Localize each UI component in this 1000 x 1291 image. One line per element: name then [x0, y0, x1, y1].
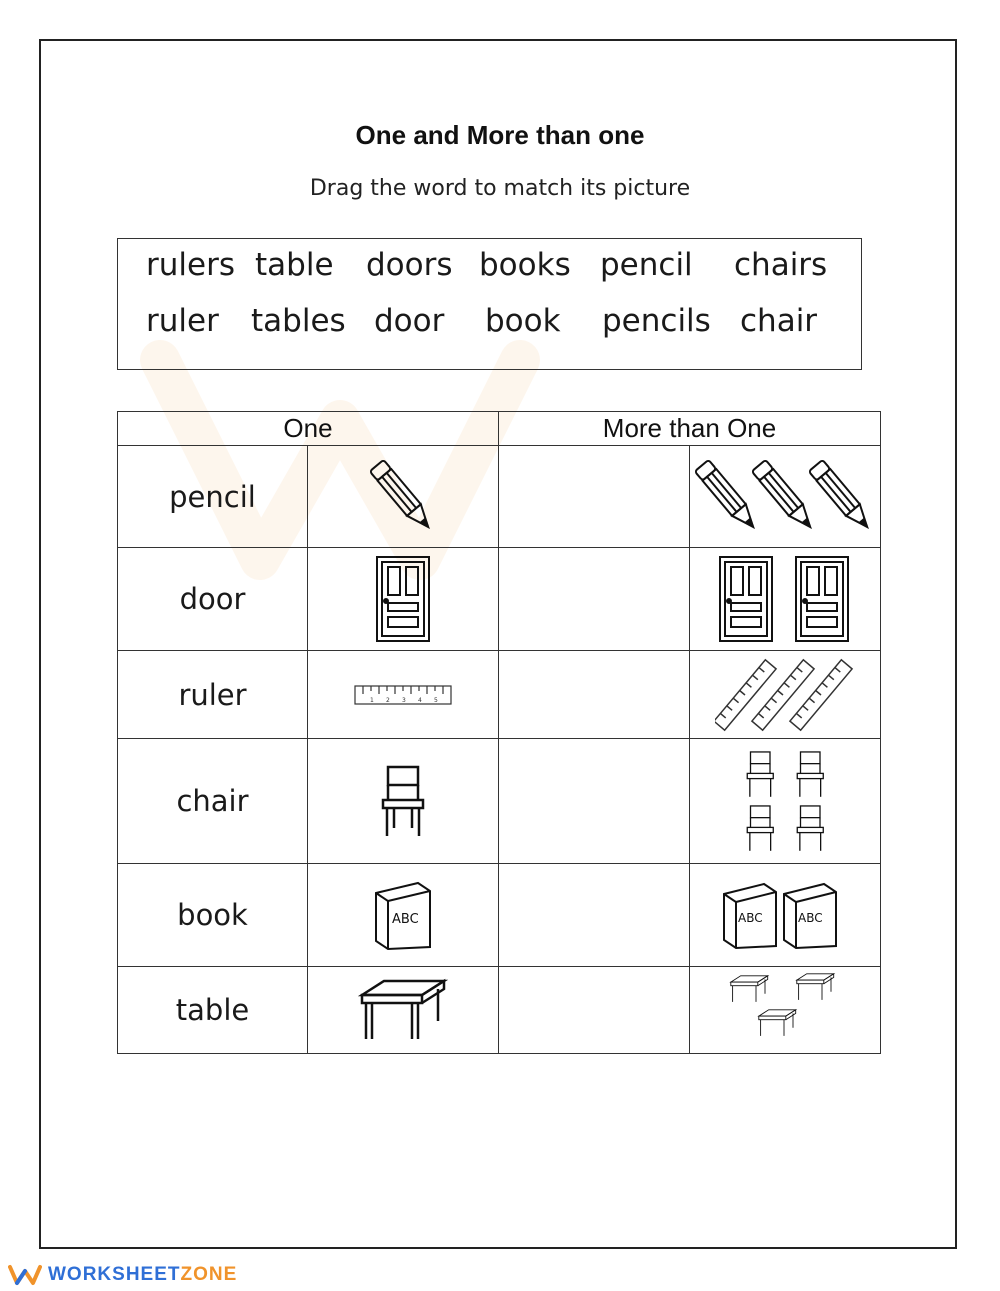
drop-zone[interactable]	[499, 739, 690, 864]
book-cover-text: ABC	[738, 911, 763, 925]
drop-zone[interactable]	[499, 446, 690, 548]
four-chairs-icon	[730, 746, 840, 856]
row-label: ruler	[118, 651, 308, 739]
three-tables-icon	[725, 970, 845, 1050]
plural-picture-cell	[690, 651, 881, 739]
word-chip[interactable]: chairs	[734, 247, 828, 283]
table-row	[118, 548, 881, 651]
header-more-than-one: More than One	[499, 412, 881, 446]
three-pencils-icon	[693, 452, 878, 542]
table-header-row	[118, 412, 881, 446]
three-rulers-icon	[715, 655, 855, 735]
ruler-number: 3	[402, 696, 406, 704]
two-doors-icon	[710, 555, 860, 643]
single-picture-cell	[308, 651, 499, 739]
word-chip[interactable]: rulers	[146, 247, 235, 283]
single-picture-cell	[308, 446, 499, 548]
ruler-icon	[353, 682, 453, 708]
word-chip[interactable]: pencil	[600, 247, 693, 283]
table-row	[118, 967, 881, 1054]
book-cover-text: ABC	[392, 912, 419, 927]
ruler-number: 4	[418, 696, 422, 704]
drop-zone[interactable]	[499, 548, 690, 651]
two-books-icon	[720, 880, 850, 950]
instruction-text: Drag the word to match its picture	[309, 176, 691, 201]
word-chip[interactable]: ruler	[146, 303, 219, 339]
door-icon	[373, 555, 433, 643]
word-chip[interactable]: pencils	[602, 303, 711, 339]
ruler-number: 5	[434, 696, 438, 704]
row-label: book	[118, 864, 308, 967]
ruler-number: 1	[370, 696, 374, 704]
pencil-icon	[363, 452, 443, 542]
word-chip[interactable]: doors	[366, 247, 453, 283]
single-picture-cell	[308, 548, 499, 651]
plural-picture-cell	[690, 548, 881, 651]
book-cover-text: ABC	[798, 911, 823, 925]
brand-main: WORKSHEET	[48, 1264, 181, 1285]
single-picture-cell	[308, 739, 499, 864]
word-chip[interactable]: door	[374, 303, 445, 339]
table-row	[118, 739, 881, 864]
table-row	[118, 446, 881, 548]
row-label: pencil	[118, 446, 308, 548]
row-label: chair	[118, 739, 308, 864]
table-row	[118, 864, 881, 967]
brand-accent: ZONE	[180, 1264, 238, 1285]
row-label: door	[118, 548, 308, 651]
header-one: One	[118, 412, 499, 446]
plural-picture-cell	[690, 967, 881, 1054]
plural-picture-cell	[690, 446, 881, 548]
plural-picture-cell	[690, 864, 881, 967]
brand-name	[48, 1264, 237, 1286]
table-icon	[358, 977, 448, 1043]
word-bank	[117, 238, 862, 370]
ruler-number: 2	[386, 696, 390, 704]
matching-table	[117, 411, 881, 1054]
w-logo-icon	[8, 1264, 42, 1286]
word-chip[interactable]: books	[479, 247, 571, 283]
word-chip[interactable]: chair	[740, 303, 818, 339]
word-chip[interactable]: book	[485, 303, 561, 339]
table-row	[118, 651, 881, 739]
chair-icon	[378, 764, 428, 839]
drop-zone[interactable]	[499, 967, 690, 1054]
plural-picture-cell	[690, 739, 881, 864]
drop-zone[interactable]	[499, 651, 690, 739]
worksheetzone-logo	[8, 1262, 237, 1288]
book-icon	[370, 879, 436, 951]
single-picture-cell	[308, 967, 499, 1054]
single-picture-cell	[308, 864, 499, 967]
page-title: One and More than one	[355, 120, 645, 150]
word-chip[interactable]: tables	[251, 303, 346, 339]
drop-zone[interactable]	[499, 864, 690, 967]
row-label: table	[118, 967, 308, 1054]
word-chip[interactable]: table	[255, 247, 334, 283]
